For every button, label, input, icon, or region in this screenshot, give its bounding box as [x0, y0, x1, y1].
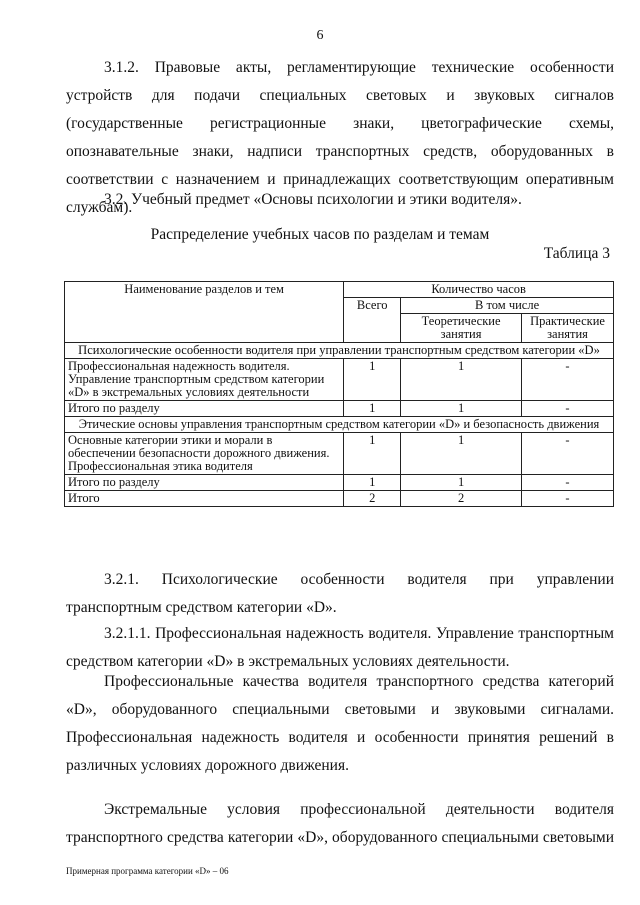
header-hours-cell: Количество часов: [344, 282, 614, 298]
row-practice-cell: -: [522, 433, 614, 475]
row-practice-cell: -: [522, 359, 614, 401]
grand-total-name-cell: Итого: [65, 491, 344, 507]
grand-total-total-cell: 2: [344, 491, 401, 507]
header-practice-cell: Практические занятия: [522, 314, 614, 343]
table-row: [65, 359, 614, 401]
table-number: Таблица 3: [543, 245, 610, 262]
subtotal-row: [65, 475, 614, 491]
section-title-row: [65, 343, 614, 359]
hours-table: [64, 281, 614, 507]
section-3-2-paragraph: [66, 186, 614, 214]
header-theory-cell: Теоретические занятия: [401, 314, 522, 343]
subtotal-practice-cell: -: [522, 475, 614, 491]
section-2-title: Этические основы управления транспортным средством категории «D» и безопасность движения: [65, 417, 614, 433]
extreme-conditions-text: Экстремальные условия профессиональной деятельности водителя транспортного средства категории «D», оборудованного специальными световыми: [66, 801, 614, 846]
grand-total-row: [65, 491, 614, 507]
grand-total-theory-cell: 2: [401, 491, 522, 507]
subtotal-total-cell: 1: [344, 401, 401, 417]
section-3-1-2-text: 3.1.2. Правовые акты, регламентирующие технические особенности устройств для подачи специальных световых и звуковых сигналов (государственные регистрационные знаки, цветографические схемы, опознавательные знаки, надписи транспортных средств, оборудованных в соответствии с назначением и принадлежащих соответствующим оперативным службам).: [66, 59, 614, 216]
subtotal-row: [65, 401, 614, 417]
row-total-cell: 1: [344, 433, 401, 475]
extreme-conditions-paragraph: [66, 796, 614, 852]
section-3-2-1-text: 3.2.1. Психологические особенности водителя при управлении транспортным средством категории «D».: [66, 571, 614, 616]
table-header-row: [65, 282, 614, 298]
grand-total-practice-cell: -: [522, 491, 614, 507]
section-3-2-text: 3.2. Учебный предмет «Основы психологии и этики водителя».: [104, 191, 522, 208]
subtotal-theory-cell: 1: [401, 401, 522, 417]
subtotal-name-cell: Итого по разделу: [65, 475, 344, 491]
row-name-cell: Основные категории этики и морали в обеспечении безопасности дорожного движения. Профессиональная этика водителя: [65, 433, 344, 475]
row-total-cell: 1: [344, 359, 401, 401]
row-theory-cell: 1: [401, 433, 522, 475]
subtotal-practice-cell: -: [522, 401, 614, 417]
page-number: 6: [316, 28, 324, 43]
header-total-cell: Всего: [344, 298, 401, 343]
subtotal-total-cell: 1: [344, 475, 401, 491]
subtotal-name-cell: Итого по разделу: [65, 401, 344, 417]
row-name-cell: Профессиональная надежность водителя. Управление транспортным средством категории «D» в экстремальных условиях деятельности: [65, 359, 344, 401]
section-3-2-1-paragraph: [66, 566, 614, 622]
page-footer: Примерная программа категории «D» – 06: [66, 866, 229, 876]
table-row: [65, 433, 614, 475]
row-theory-cell: 1: [401, 359, 522, 401]
qualities-paragraph: [66, 668, 614, 780]
section-1-title: Психологические особенности водителя при управлении транспортным средством категории «D»: [65, 343, 614, 359]
qualities-text: Профессиональные качества водителя транспортного средства категорий «D», оборудованного специальными световыми и звуковыми сигналами. Профессиональная надежность водителя и особенности принятия решений в различных условиях дорожного движения.: [66, 673, 614, 774]
header-including-cell: В том числе: [401, 298, 614, 314]
section-title-row: [65, 417, 614, 433]
header-name-cell: Наименование разделов и тем: [65, 282, 344, 343]
subtotal-theory-cell: 1: [401, 475, 522, 491]
section-3-2-1-1-text: 3.2.1.1. Профессиональная надежность водителя. Управление транспортным средством категории «D» в экстремальных условиях деятельности.: [66, 625, 614, 670]
table-caption: Распределение учебных часов по разделам и темам: [150, 226, 490, 243]
